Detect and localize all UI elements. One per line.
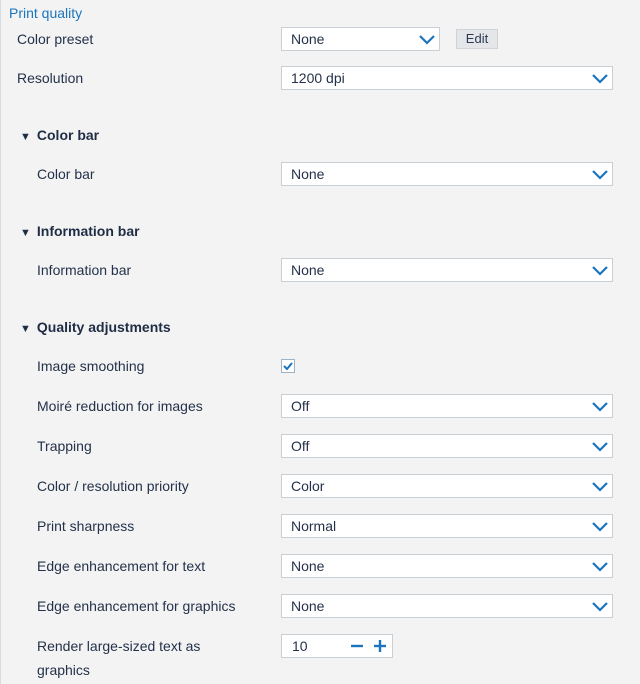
print-sharpness-value: Normal <box>291 518 337 534</box>
resolution-row <box>0 66 640 90</box>
trapping-select[interactable] <box>281 434 613 458</box>
collapse-triangle-icon: ▼ <box>20 323 31 335</box>
chevron-down-icon <box>591 70 609 86</box>
chevron-down-icon <box>591 262 609 278</box>
information-bar-label: Information bar <box>37 262 132 278</box>
chevron-down-icon <box>591 598 609 614</box>
information-bar-header[interactable] <box>20 219 140 245</box>
print-sharpness-label: Print sharpness <box>37 518 135 534</box>
section-title: Print quality <box>9 5 83 21</box>
render-large-text-row <box>0 634 640 682</box>
color-resolution-priority-label: Color / resolution priority <box>37 478 189 494</box>
color-preset-select[interactable] <box>281 27 440 51</box>
information-bar-row <box>0 258 640 282</box>
trapping-label: Trapping <box>37 438 92 454</box>
image-smoothing-checkbox[interactable] <box>281 359 295 373</box>
trapping-value: Off <box>291 438 310 454</box>
chevron-down-icon <box>591 166 609 182</box>
quality-adjustments-header[interactable] <box>20 315 171 341</box>
resolution-value: 1200 dpi <box>291 70 345 86</box>
color-resolution-priority-value: Color <box>291 478 325 494</box>
moire-reduction-row <box>0 394 640 418</box>
print-sharpness-row <box>0 514 640 538</box>
information-bar-value: None <box>291 262 325 278</box>
trapping-row <box>0 434 640 458</box>
chevron-down-icon <box>591 438 609 454</box>
moire-reduction-select[interactable] <box>281 394 613 418</box>
collapse-triangle-icon: ▼ <box>20 227 31 239</box>
render-large-text-label <box>37 634 257 682</box>
color-preset-row <box>0 27 640 51</box>
color-preset-label: Color preset <box>17 31 94 47</box>
information-bar-header-label: Information bar <box>36 223 140 239</box>
chevron-down-icon <box>418 31 436 47</box>
edge-enhancement-graphics-label: Edge enhancement for graphics <box>37 598 236 614</box>
chevron-down-icon <box>591 518 609 534</box>
render-large-text-label-line1: Render large-sized text as <box>37 638 201 654</box>
edge-enhancement-text-label: Edge enhancement for text <box>37 558 206 574</box>
color-resolution-priority-row <box>0 474 640 498</box>
color-bar-label: Color bar <box>37 166 95 182</box>
color-bar-group-header[interactable] <box>0 123 640 147</box>
chevron-down-icon <box>591 398 609 414</box>
edge-enhancement-text-select[interactable] <box>281 554 613 578</box>
edit-button[interactable]: Edit <box>456 29 498 49</box>
quality-adjustments-group-header[interactable] <box>0 315 640 339</box>
color-preset-value: None <box>291 31 325 47</box>
render-large-text-value[interactable]: 10 <box>292 638 308 654</box>
image-smoothing-row <box>0 354 640 378</box>
moire-reduction-label: Moiré reduction for images <box>37 398 203 414</box>
information-bar-group-header[interactable] <box>0 219 640 243</box>
edge-enhancement-graphics-select[interactable] <box>281 594 613 618</box>
print-sharpness-select[interactable] <box>281 514 613 538</box>
render-large-text-stepper[interactable] <box>281 634 393 658</box>
checkmark-icon <box>282 360 294 372</box>
color-bar-header-label: Color bar <box>36 127 100 143</box>
render-large-text-label-line2: graphics <box>37 662 90 678</box>
image-smoothing-label: Image smoothing <box>37 358 145 374</box>
resolution-label: Resolution <box>17 70 84 86</box>
edge-enhancement-text-row <box>0 554 640 578</box>
edge-enhancement-text-value: None <box>291 558 325 574</box>
collapse-triangle-icon: ▼ <box>20 131 31 143</box>
chevron-down-icon <box>591 478 609 494</box>
color-bar-select[interactable] <box>281 162 613 186</box>
moire-reduction-value: Off <box>291 398 310 414</box>
panel-left-border <box>0 0 1 684</box>
edge-enhancement-graphics-row <box>0 594 640 618</box>
edge-enhancement-graphics-value: None <box>291 598 325 614</box>
resolution-select[interactable] <box>281 66 613 90</box>
quality-adjustments-header-label: Quality adjustments <box>36 319 171 335</box>
color-bar-row <box>0 162 640 186</box>
color-bar-header[interactable] <box>20 123 99 149</box>
color-resolution-priority-select[interactable] <box>281 474 613 498</box>
plus-icon[interactable] <box>372 638 388 654</box>
information-bar-select[interactable] <box>281 258 613 282</box>
color-bar-value: None <box>291 166 325 182</box>
minus-icon[interactable] <box>349 638 365 654</box>
chevron-down-icon <box>591 558 609 574</box>
